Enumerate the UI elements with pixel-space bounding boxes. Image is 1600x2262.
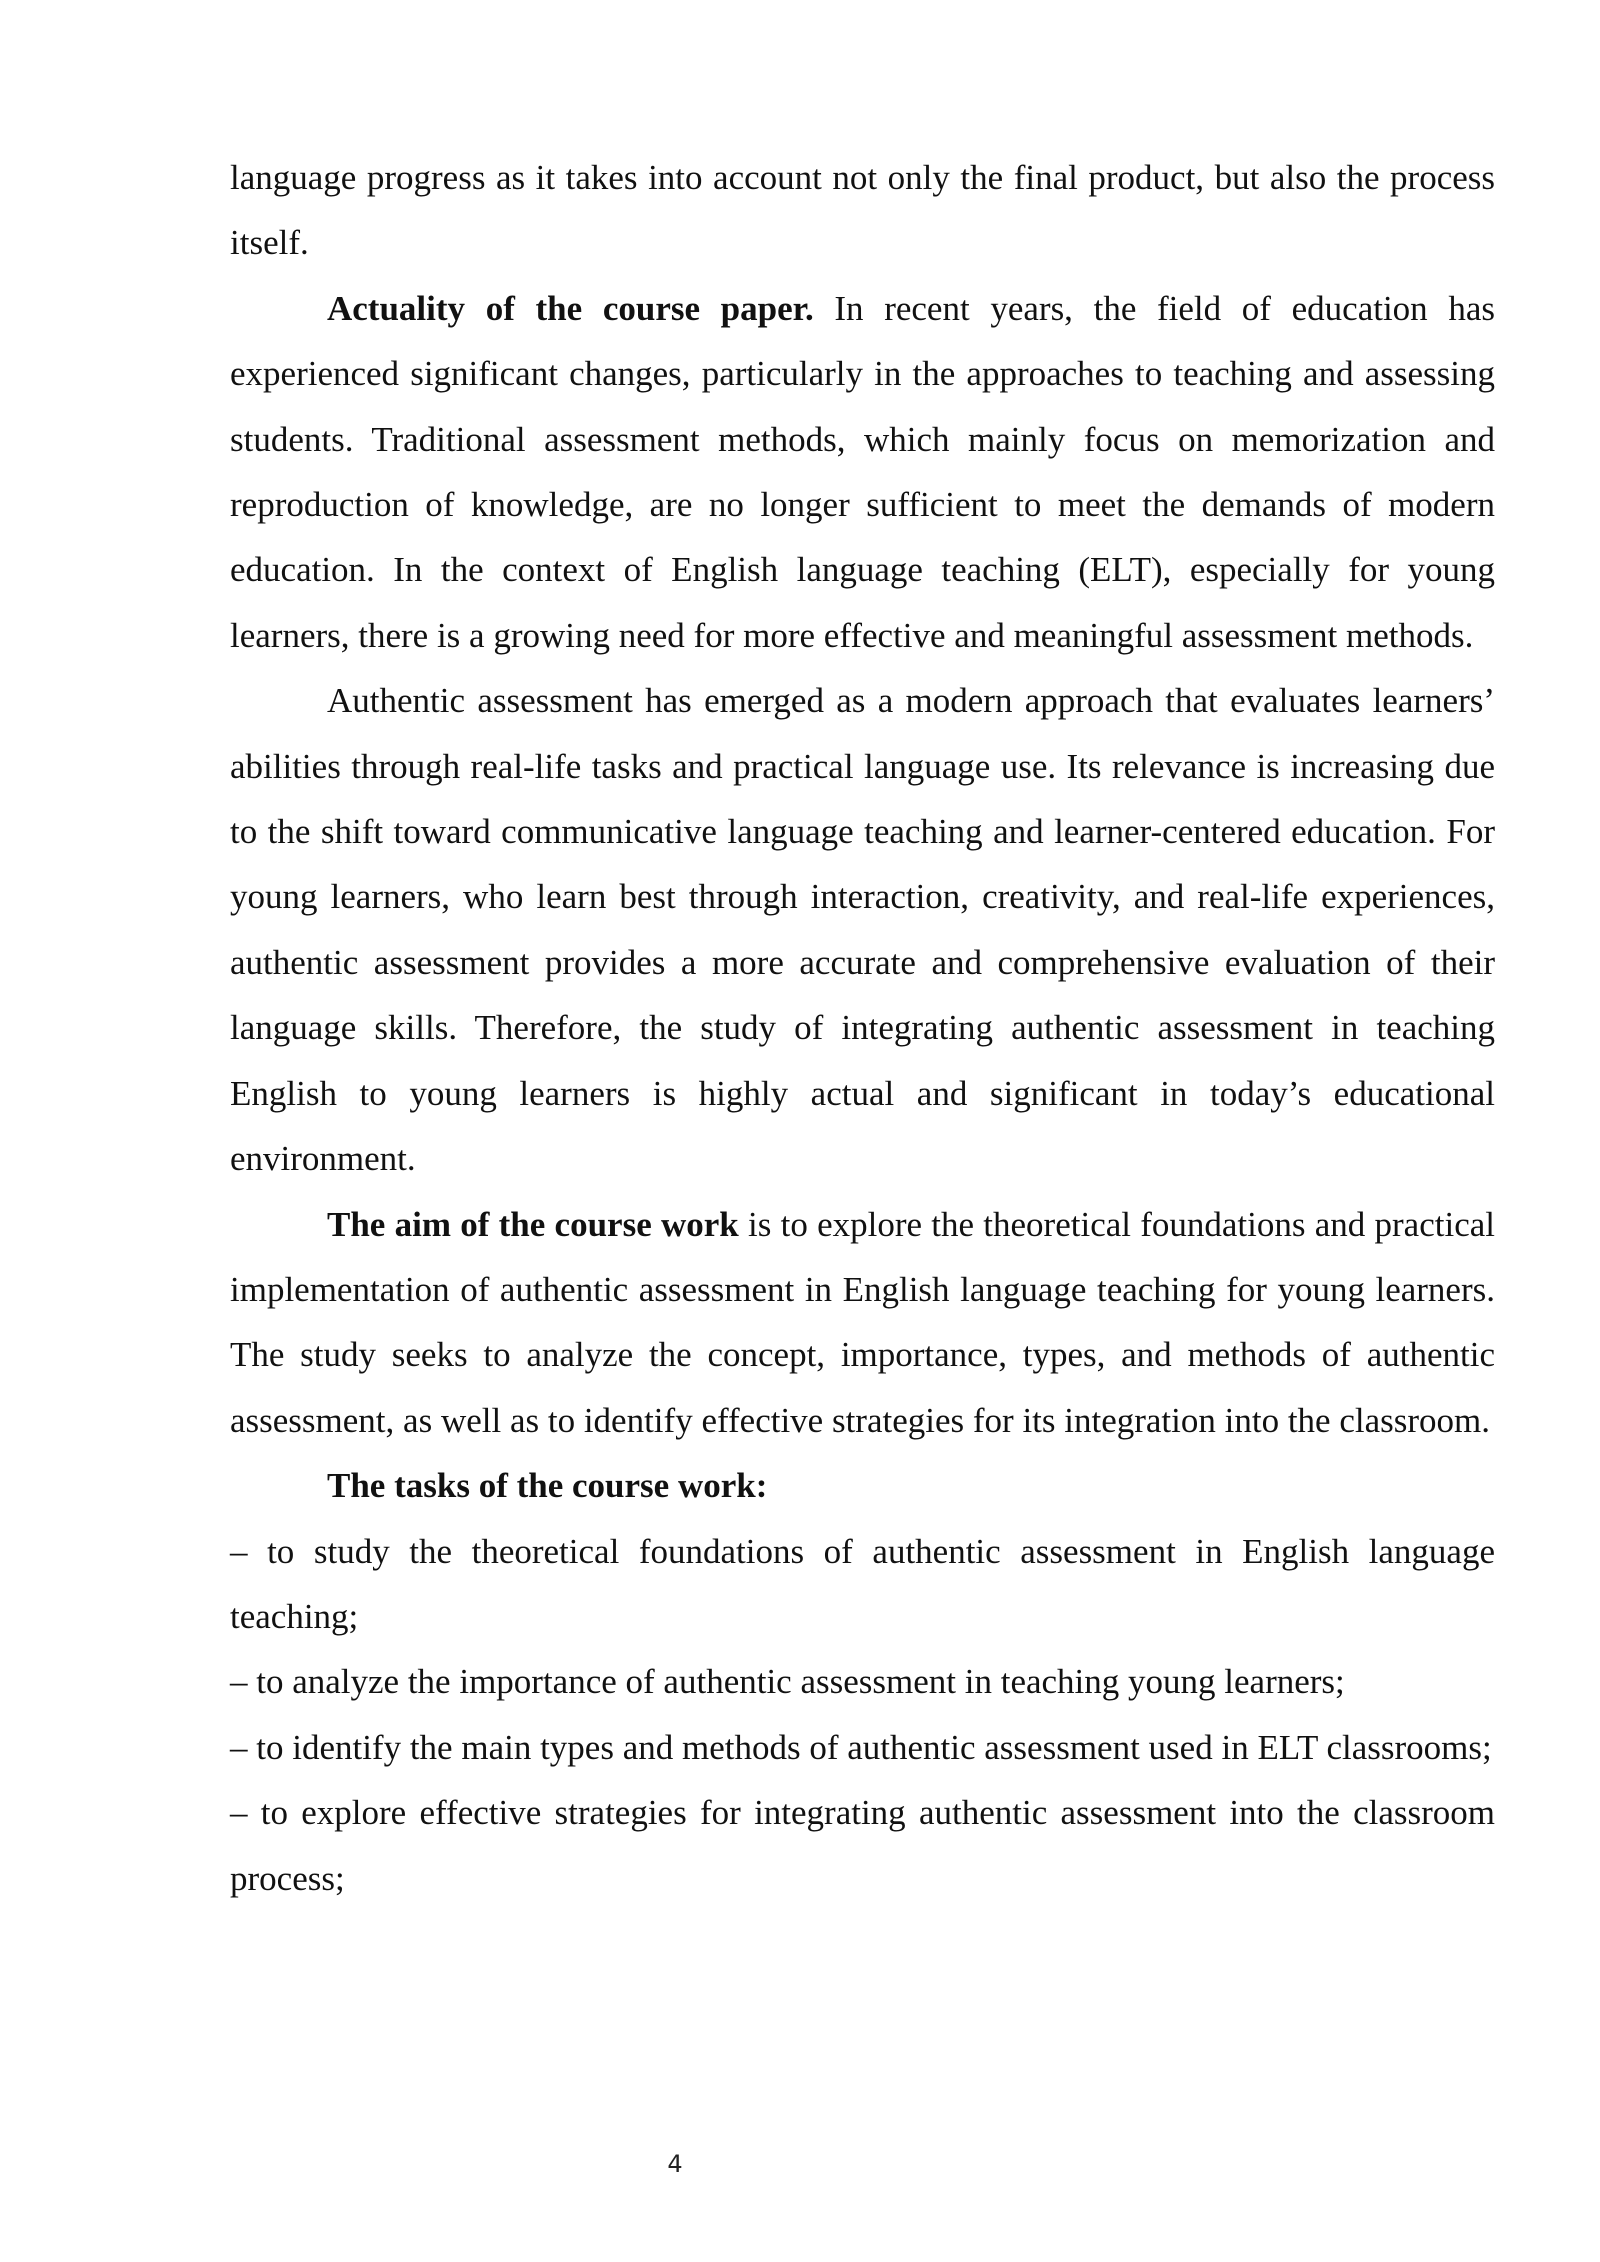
aim-paragraph <box>230 1192 1495 1454</box>
tasks-heading: The tasks of the course work: <box>327 1466 768 1506</box>
authentic-assessment-paragraph: Authentic assessment has emerged as a modern approach that evaluates learners’ abilities through real-life tasks and practical language use. Its relevance is increasing due to the shift toward communicative language teaching and learner-centered education. For young learners, who learn best through interaction, creativity, and real-life experiences, authentic assessment provides a more accurate and comprehensive evaluation of their language skills. Therefore, the study of integrating authentic assessment in teaching English to young learners is highly actual and significant in today’s educational environment. <box>230 681 1495 1179</box>
task-item: – to study the theoretical foundations of authentic assessment in English language teaching; <box>230 1531 1495 1636</box>
actuality-paragraph <box>230 276 1495 668</box>
task-item: – to identify the main types and methods of authentic assessment used in ELT classrooms; <box>230 1727 1492 1767</box>
actuality-text: In recent years, the field of education has experienced significant changes, particularly in the approaches to teaching and assessing students. Traditional assessment methods, which mainly focus on memorization and reproduction of knowledge, are no longer sufficient to meet the demands of modern education. In the context of English language teaching (ELT), especially for young learners, there is a growing need for more effective and meaningful assessment methods. <box>230 288 1495 655</box>
task-item: – to analyze the importance of authentic assessment in teaching young learners; <box>230 1662 1345 1702</box>
continuation-paragraph: language progress as it takes into account not only the final product, but also the process itself. <box>230 158 1495 263</box>
aim-text: is to explore the theoretical foundations and practical implementation of authentic assessment in English language teaching for young learners. The study seeks to analyze the concept, importance, types, and methods of authentic assessment, as well as to identify effective strategies for its integration into the classroom. <box>230 1204 1495 1440</box>
task-item: – to explore effective strategies for integrating authentic assessment into the classroom process; <box>230 1793 1495 1898</box>
body-text <box>230 145 1495 1911</box>
page-number: 4 <box>667 2150 683 2178</box>
aim-lead: The aim of the course work <box>327 1204 739 1244</box>
actuality-lead: Actuality of the course paper. <box>327 288 814 328</box>
